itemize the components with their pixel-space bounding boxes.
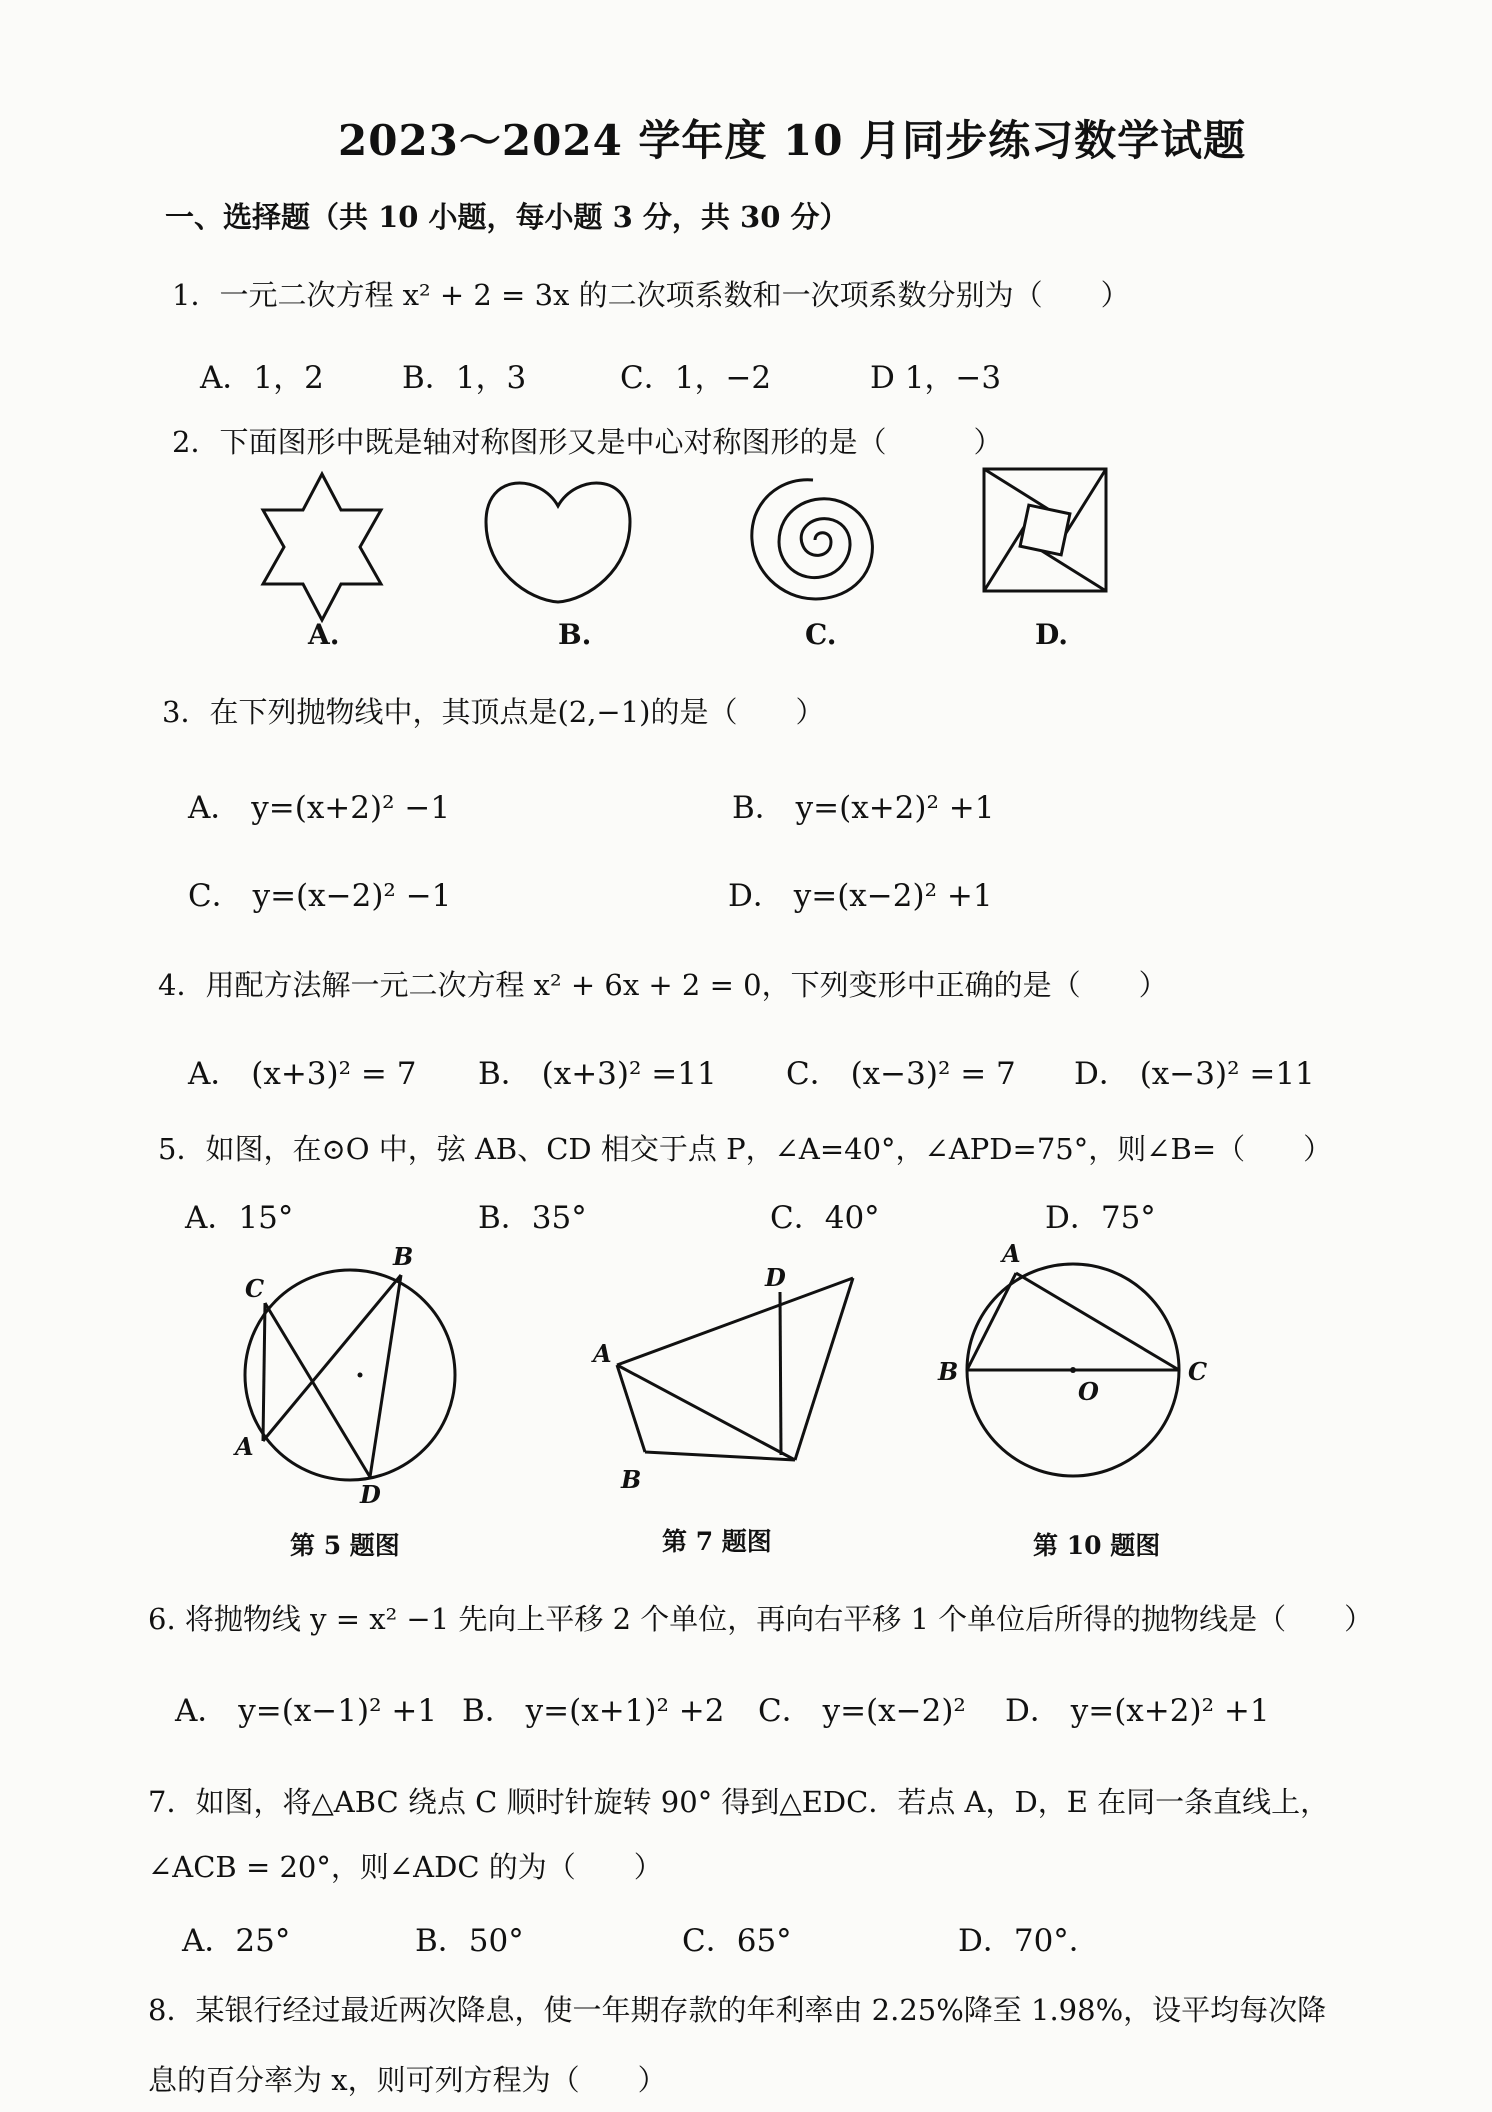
q2-label-b: B. — [558, 618, 592, 651]
q1-option-c: C．1，−2 — [620, 360, 772, 396]
section-heading-choice: 一、选择题（共 10 小题，每小题 3 分，共 30 分） — [165, 200, 849, 234]
fig7-point-d: D — [765, 1263, 786, 1292]
q7-option-c: C．65° — [682, 1923, 792, 1959]
figure-5-caption: 第 5 题图 — [290, 1531, 400, 1560]
q3-option-d: D． y=(x−2)² +1 — [728, 878, 993, 914]
q3-option-a: A． y=(x+2)² −1 — [188, 790, 451, 826]
question-1-stem: 1．一元二次方程 x² + 2 = 3x 的二次项系数和一次项系数分别为（ ） — [172, 278, 1130, 312]
q5-option-c: C．40° — [770, 1200, 880, 1236]
q1-option-a: A．1，2 — [200, 360, 324, 396]
question-7-stem-line-2: ∠ACB = 20°，则∠ADC 的为（ ） — [148, 1850, 663, 1884]
q6-option-b: B． y=(x+1)² +2 — [462, 1693, 725, 1729]
q6-option-d: D． y=(x+2)² +1 — [1005, 1693, 1270, 1729]
q2-figure-spiral — [735, 470, 885, 610]
question-5-stem: 5．如图，在⊙O 中，弦 AB、CD 相交于点 P，∠A=40°，∠APD=75°，则∠B=（ ） — [158, 1132, 1333, 1166]
q5-option-d: D．75° — [1045, 1200, 1156, 1236]
q5-option-a: A．15° — [185, 1200, 294, 1236]
figure-7-rotated-triangles — [585, 1260, 875, 1494]
figure-10-circle-diameter — [938, 1240, 1208, 1505]
question-7-stem-line-1: 7．如图，将△ABC 绕点 C 顺时针旋转 90° 得到△EDC．若点 A，D，E 在同一条直线上， — [148, 1785, 1330, 1819]
q3-option-c: C． y=(x−2)² −1 — [188, 878, 452, 914]
q1-option-d: D 1，−3 — [870, 360, 1002, 396]
fig5-point-c: C — [245, 1274, 265, 1303]
question-8-stem-line-2: 息的百分率为 x，则可列方程为（ ） — [148, 2063, 667, 2097]
q2-figure-square-pinwheel — [980, 465, 1110, 595]
fig10-point-b: B — [938, 1357, 959, 1386]
figure-7-caption: 第 7 题图 — [662, 1527, 772, 1556]
q3-option-b: B． y=(x+2)² +1 — [732, 790, 995, 826]
question-8-stem-line-1: 8．某银行经过最近两次降息，使一年期存款的年利率由 2.25%降至 1.98%，设平均每次降 — [148, 1993, 1327, 2027]
fig5-point-a: A — [235, 1432, 254, 1461]
q7-option-d: D．70°． — [958, 1923, 1100, 1959]
q6-option-a: A． y=(x−1)² +1 — [175, 1693, 438, 1729]
q5-option-b: B．35° — [478, 1200, 587, 1236]
question-2-stem: 2．下面图形中既是轴对称图形又是中心对称图形的是（ ） — [172, 425, 1003, 459]
question-4-stem: 4．用配方法解一元二次方程 x² + 6x + 2 = 0，下列变形中正确的是（ ） — [158, 968, 1168, 1002]
q1-option-b: B．1，3 — [402, 360, 527, 396]
q2-label-a: A. — [308, 618, 340, 651]
question-6-stem: 6. 将抛物线 y = x² −1 先向上平移 2 个单位，再向右平移 1 个单位后所得的抛物线是（ ） — [148, 1602, 1374, 1636]
fig10-point-c: C — [1188, 1357, 1208, 1386]
question-3-stem: 3．在下列抛物线中，其顶点是(2,−1)的是（ ） — [162, 695, 825, 729]
figure-5-circle-chords — [225, 1242, 475, 1509]
fig7-point-b: B — [621, 1465, 642, 1494]
fig5-point-b: B — [393, 1242, 414, 1271]
q7-option-b: B．50° — [415, 1923, 524, 1959]
q4-option-d: D． (x−3)² =11 — [1074, 1056, 1315, 1092]
q2-figure-heart — [478, 470, 638, 610]
q4-option-c: C． (x−3)² = 7 — [786, 1056, 1016, 1092]
q7-option-a: A．25° — [182, 1923, 291, 1959]
q6-option-c: C． y=(x−2)² — [758, 1693, 966, 1729]
fig10-point-a: A — [1002, 1239, 1021, 1268]
q4-option-b: B． (x+3)² =11 — [478, 1056, 717, 1092]
q4-option-a: A． (x+3)² = 7 — [188, 1056, 417, 1092]
q2-label-c: C. — [805, 618, 837, 651]
page-title: 2023～2024 学年度 10 月同步练习数学试题 — [338, 116, 1247, 165]
q2-label-d: D. — [1035, 618, 1069, 651]
fig10-point-o: O — [1078, 1377, 1099, 1406]
figure-10-caption: 第 10 题图 — [1033, 1531, 1161, 1560]
fig5-point-d: D — [360, 1480, 381, 1509]
fig7-point-a: A — [593, 1339, 612, 1368]
q2-figure-hexagram — [255, 470, 390, 625]
